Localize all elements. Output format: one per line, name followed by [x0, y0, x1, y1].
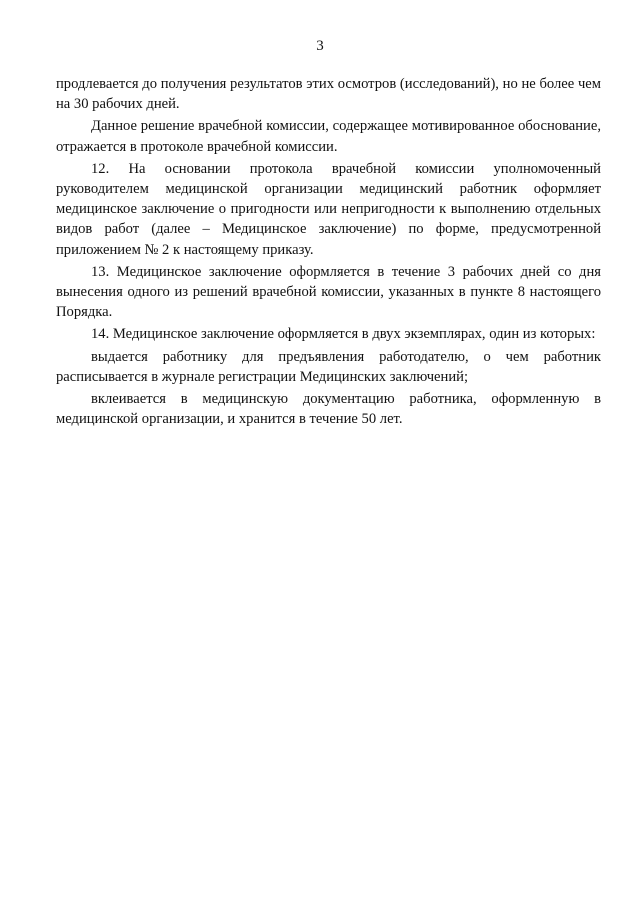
- paragraph-commission-decision: Данное решение врачебной комиссии, содержащее мотивированное обоснование, отражается в протоколе врачебной комиссии.: [56, 118, 601, 155]
- paragraph-continuation: продлевается до получения результатов этих осмотров (исследований), но не более чем на 30 рабочих дней.: [56, 76, 601, 113]
- page-number: 3: [316, 38, 324, 54]
- paragraph-copy-two: вклеивается в медицинскую документацию работника, оформленную в медицинской организации, и хранится в течение 50 лет.: [56, 391, 601, 428]
- paragraph-copy-one: выдается работнику для предъявления работодателю, о чем работник расписывается в журнале регистрации Медицинских заключений;: [56, 348, 601, 385]
- paragraph-item-13: 13. Медицинское заключение оформляется в течение 3 рабочих дней со дня вынесения одного из решений врачебной комиссии, указанных в пункте 8 настоящего Порядка.: [56, 263, 601, 321]
- paragraph-item-12: 12. На основании протокола врачебной комиссии уполномоченный руководителем медицинской организации медицинский работник оформляет медицинское заключение о пригодности или непригодности к выполнению отдельных видов работ (далее – Медицинское заключение) по форме, предусмотренной приложением № 2 к настоящему приказу.: [56, 160, 601, 258]
- document-body: [56, 74, 601, 431]
- paragraph-item-14: 14. Медицинское заключение оформляется в двух экземплярах, один из которых:: [91, 326, 596, 343]
